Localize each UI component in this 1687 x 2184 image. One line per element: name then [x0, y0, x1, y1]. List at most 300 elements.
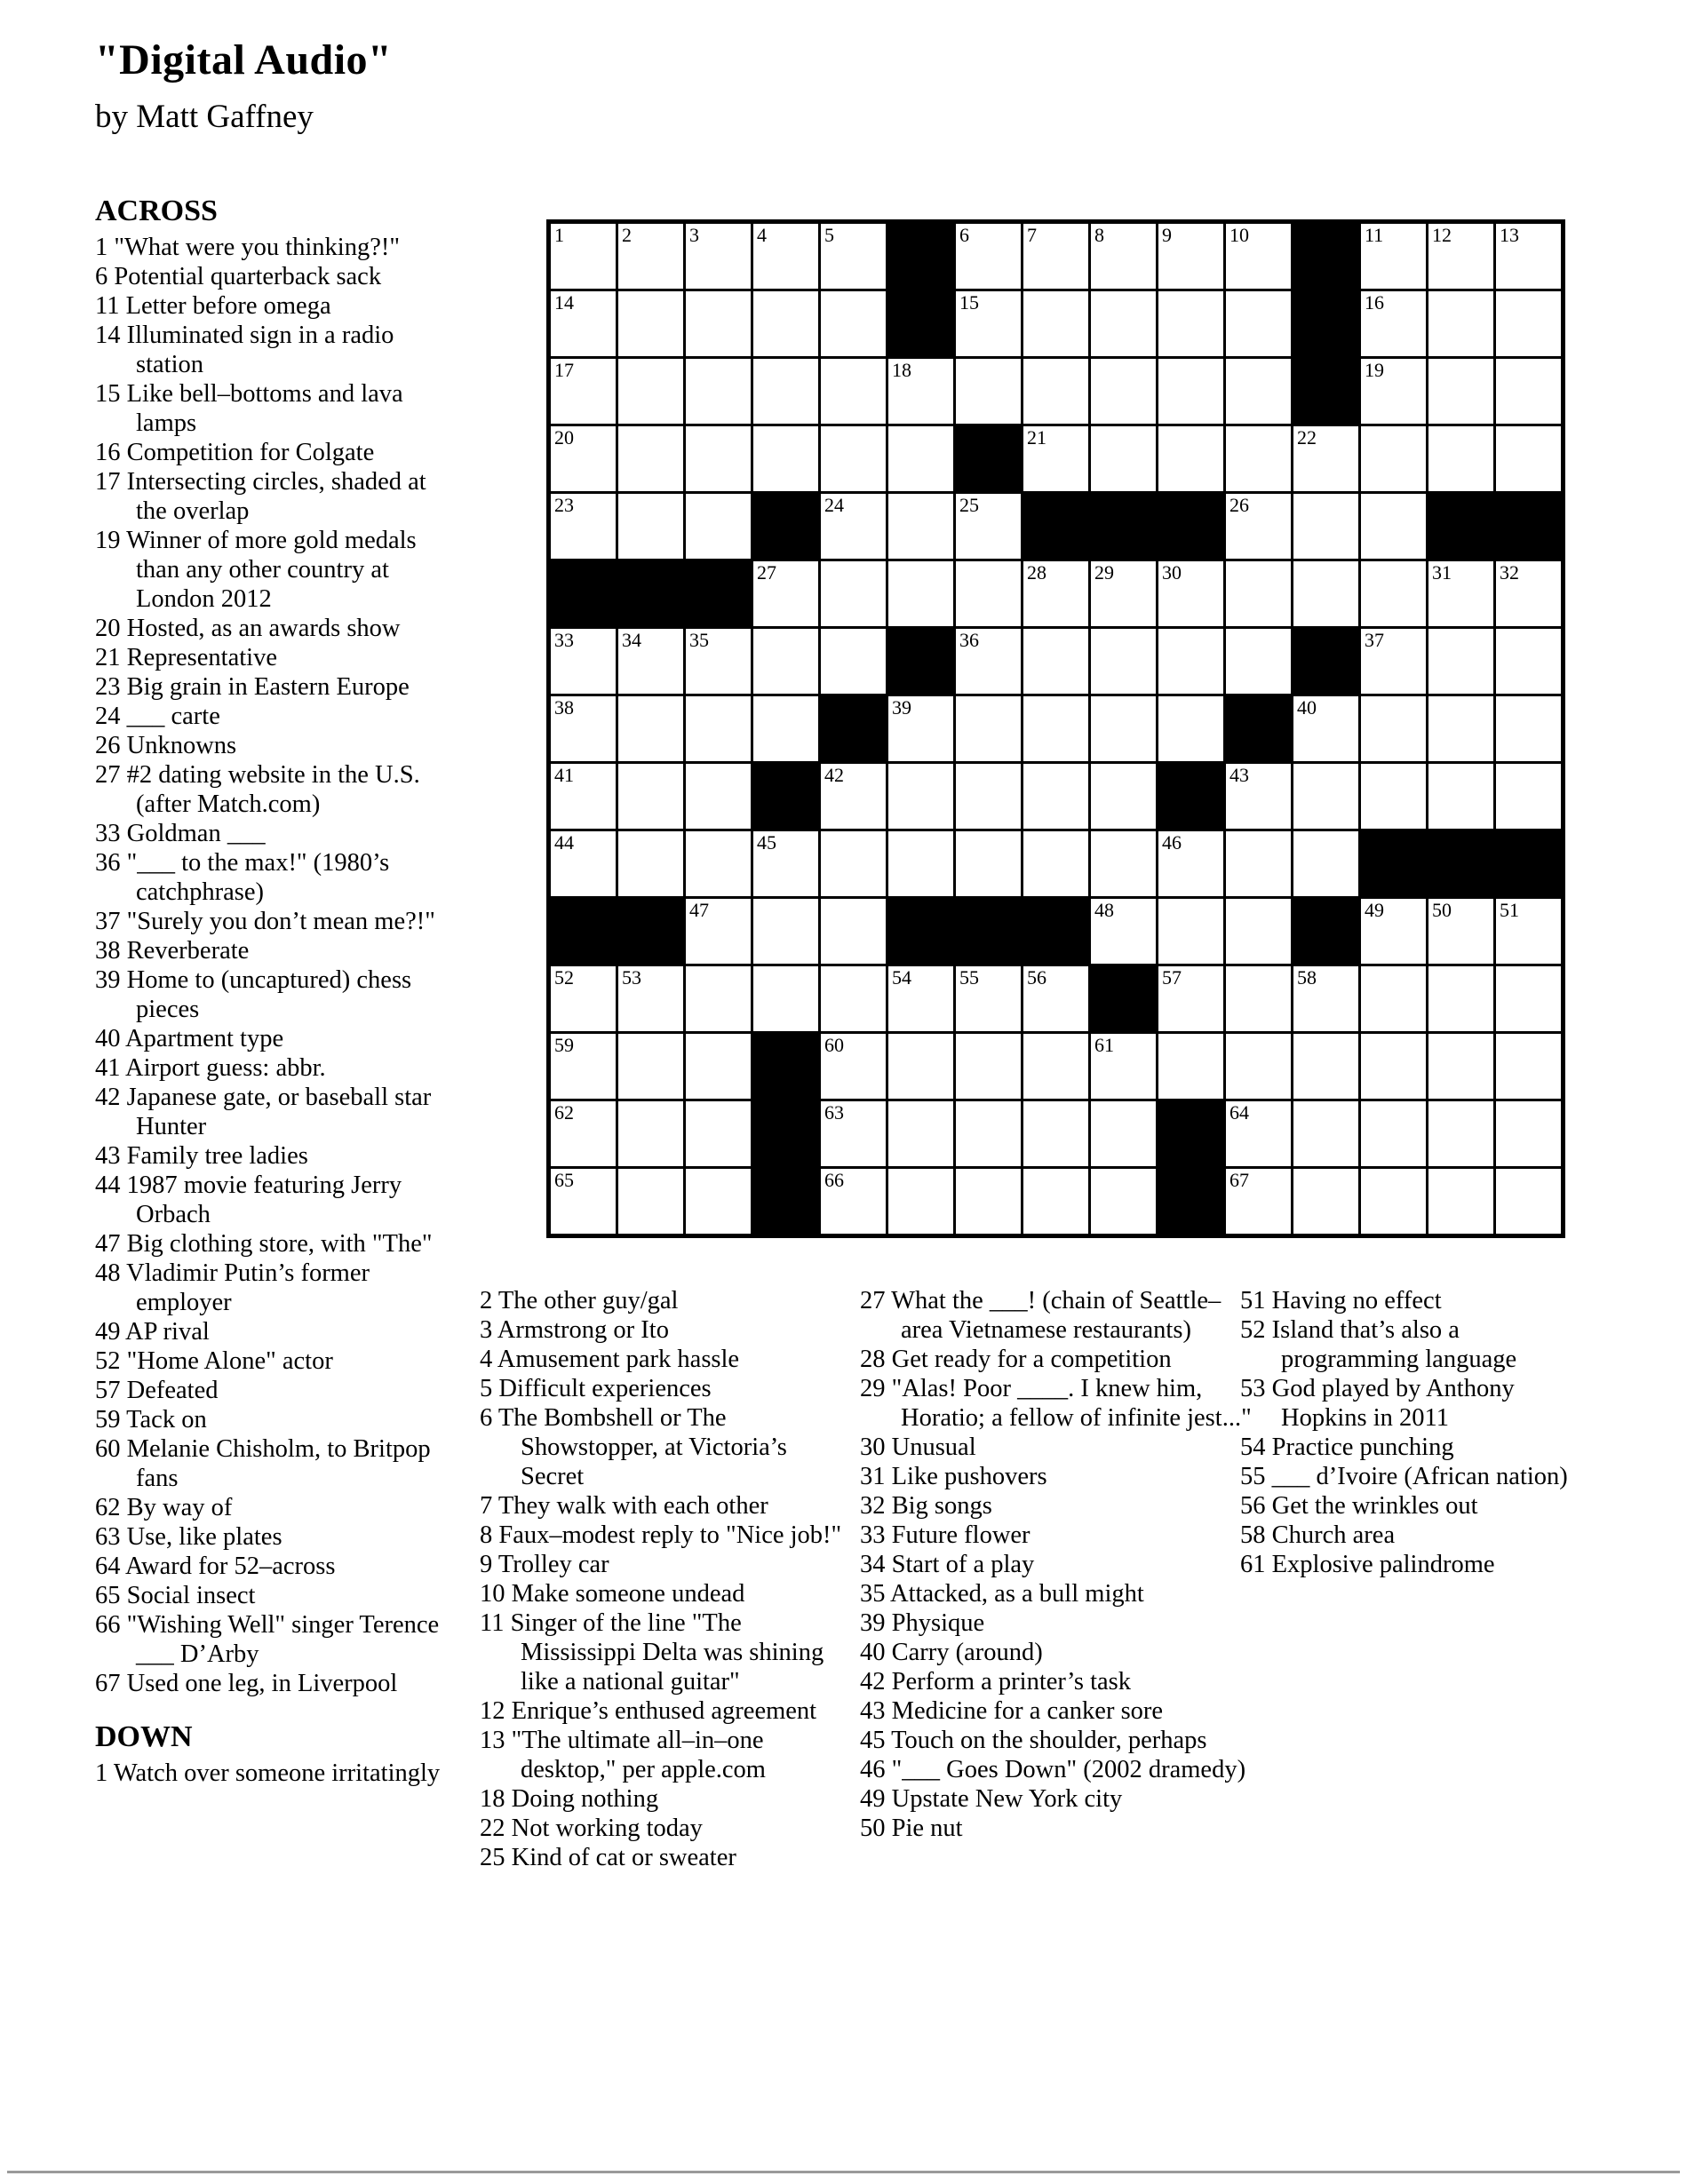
grid-cell[interactable] — [1496, 224, 1561, 289]
grid-cell[interactable] — [821, 291, 886, 356]
grid-cell[interactable] — [888, 1169, 953, 1234]
clue-34: 34 Start of a play — [860, 1551, 1035, 1578]
grid-cell[interactable] — [1091, 1169, 1156, 1234]
clue-43: 43 Medicine for a canker sore — [860, 1697, 1164, 1725]
grid-cell[interactable] — [1091, 629, 1156, 694]
cell-number: 6 — [959, 224, 969, 246]
grid-cell[interactable] — [753, 426, 818, 491]
grid-cell[interactable] — [618, 359, 683, 424]
grid-cell[interactable] — [1361, 1034, 1426, 1099]
grid-cell-black — [888, 224, 953, 289]
grid-cell[interactable] — [1226, 831, 1291, 896]
cell-number: 16 — [1365, 291, 1384, 314]
clue-5: 5 Difficult experiences — [480, 1375, 712, 1402]
grid-cell[interactable] — [1361, 561, 1426, 626]
grid-cell[interactable] — [956, 764, 1021, 829]
clue-66: 66 "Wishing Well" singer Terence ___ D’Arby — [95, 1611, 440, 1668]
grid-cell[interactable] — [821, 966, 886, 1031]
grid-cell[interactable] — [1158, 359, 1223, 424]
cell-number: 45 — [757, 831, 776, 854]
clue-46: 46 "___ Goes Down" (2002 dramedy) — [860, 1756, 1246, 1783]
grid-cell[interactable] — [618, 696, 683, 761]
grid-cell-black — [1293, 899, 1358, 964]
grid-cell[interactable] — [1023, 1169, 1088, 1234]
clue-45: 45 Touch on the shoulder, perhaps — [860, 1727, 1207, 1754]
clue-53: 53 God played by Anthony Hopkins in 2011 — [1240, 1375, 1515, 1432]
grid-cell[interactable] — [956, 1034, 1021, 1099]
grid-cell[interactable] — [1361, 764, 1426, 829]
clue-43: 43 Family tree ladies — [95, 1142, 308, 1170]
grid-cell[interactable] — [821, 629, 886, 694]
grid-cell[interactable] — [1226, 224, 1291, 289]
clue-24: 24 ___ carte — [95, 703, 220, 730]
grid-cell[interactable] — [753, 629, 818, 694]
cell-number: 10 — [1229, 224, 1249, 246]
grid-cell[interactable] — [1293, 1169, 1358, 1234]
grid-cell[interactable] — [821, 764, 886, 829]
grid-cell[interactable] — [1361, 629, 1426, 694]
bottom-divider-line — [7, 2171, 1680, 2173]
clue-59: 59 Tack on — [95, 1406, 207, 1433]
grid-cell[interactable] — [618, 224, 683, 289]
grid-cell[interactable] — [1226, 1169, 1291, 1234]
clue-3: 3 Armstrong or Ito — [480, 1316, 669, 1344]
grid-cell[interactable] — [1428, 899, 1493, 964]
clue-42: 42 Perform a printer’s task — [860, 1668, 1131, 1696]
grid-cell[interactable] — [956, 494, 1021, 559]
grid-cell[interactable] — [686, 224, 751, 289]
grid-cell[interactable] — [1428, 966, 1493, 1031]
clue-44: 44 1987 movie featuring Jerry Orbach — [95, 1171, 402, 1228]
grid-cell[interactable] — [1158, 696, 1223, 761]
clue-4: 4 Amusement park hassle — [480, 1346, 740, 1373]
grid-cell[interactable] — [1023, 696, 1088, 761]
grid-cell-black — [956, 426, 1021, 491]
grid-cell[interactable] — [1496, 899, 1561, 964]
grid-cell[interactable] — [1428, 291, 1493, 356]
grid-cell[interactable] — [1226, 291, 1291, 356]
clue-38: 38 Reverberate — [95, 937, 250, 965]
grid-cell[interactable] — [1023, 359, 1088, 424]
clue-23: 23 Big grain in Eastern Europe — [95, 673, 410, 701]
grid-cell-black — [1361, 831, 1426, 896]
grid-cell[interactable] — [618, 1169, 683, 1234]
grid-cell-black — [1158, 1101, 1223, 1166]
grid-cell[interactable] — [618, 629, 683, 694]
grid-cell[interactable] — [753, 696, 818, 761]
grid-cell-black — [551, 561, 616, 626]
grid-cell[interactable] — [686, 1101, 751, 1166]
grid-cell[interactable] — [1361, 1169, 1426, 1234]
grid-cell[interactable] — [1496, 1034, 1561, 1099]
grid-cell[interactable] — [888, 1034, 953, 1099]
cell-number: 29 — [1094, 561, 1114, 584]
grid-cell[interactable] — [888, 696, 953, 761]
grid-cell[interactable] — [1091, 291, 1156, 356]
grid-cell[interactable] — [551, 629, 616, 694]
clue-39: 39 Home to (uncaptured) chess pieces — [95, 966, 412, 1023]
cell-number: 23 — [554, 494, 574, 516]
grid-cell[interactable] — [686, 1169, 751, 1234]
cell-number: 60 — [824, 1034, 844, 1056]
grid-cell[interactable] — [888, 831, 953, 896]
clue-63: 63 Use, like plates — [95, 1523, 282, 1551]
grid-cell[interactable] — [1023, 1101, 1088, 1166]
clue-2: 2 The other guy/gal — [480, 1287, 679, 1314]
cell-number: 21 — [1027, 426, 1046, 449]
grid-cell[interactable] — [686, 426, 751, 491]
clue-10: 10 Make someone undead — [480, 1580, 745, 1608]
grid-cell[interactable] — [551, 1101, 616, 1166]
grid-cell[interactable] — [686, 696, 751, 761]
grid-cell[interactable] — [888, 426, 953, 491]
grid-cell[interactable] — [1496, 426, 1561, 491]
clue-26: 26 Unknowns — [95, 732, 237, 759]
grid-cell[interactable] — [1496, 359, 1561, 424]
grid-cell[interactable] — [1496, 696, 1561, 761]
clue-51: 51 Having no effect — [1240, 1287, 1442, 1314]
cell-number: 14 — [554, 291, 574, 314]
clue-21: 21 Representative — [95, 644, 277, 671]
grid-cell[interactable] — [551, 1169, 616, 1234]
grid-cell[interactable] — [551, 426, 616, 491]
grid-cell[interactable] — [1226, 764, 1291, 829]
cell-number: 66 — [824, 1169, 844, 1191]
grid-cell[interactable] — [753, 899, 818, 964]
cell-number: 62 — [554, 1101, 574, 1124]
grid-cell-black — [753, 1169, 818, 1234]
across-clues-list — [95, 233, 452, 1698]
grid-cell[interactable] — [686, 1034, 751, 1099]
grid-cell[interactable] — [1428, 1101, 1493, 1166]
grid-cell[interactable] — [618, 831, 683, 896]
grid-cell[interactable] — [1226, 899, 1291, 964]
grid-cell[interactable] — [618, 426, 683, 491]
grid-cell[interactable] — [956, 224, 1021, 289]
grid-cell-black — [753, 494, 818, 559]
grid-cell[interactable] — [1293, 1101, 1358, 1166]
clue-49: 49 Upstate New York city — [860, 1785, 1123, 1813]
puzzle-title: "Digital Audio" — [95, 36, 393, 83]
cell-number: 11 — [1365, 224, 1384, 246]
grid-cell[interactable] — [1496, 629, 1561, 694]
grid-cell[interactable] — [1158, 291, 1223, 356]
cell-number: 36 — [959, 629, 979, 651]
grid-cell[interactable] — [1293, 494, 1358, 559]
grid-cell-black — [1293, 291, 1358, 356]
cell-number: 52 — [554, 966, 574, 989]
clue-25: 25 Kind of cat or sweater — [480, 1844, 736, 1871]
grid-cell[interactable] — [1428, 561, 1493, 626]
grid-cell[interactable] — [1496, 1101, 1561, 1166]
grid-cell[interactable] — [1293, 426, 1358, 491]
grid-cell[interactable] — [1226, 1034, 1291, 1099]
grid-cell[interactable] — [1293, 1034, 1358, 1099]
grid-cell-black — [1496, 831, 1561, 896]
cell-number: 54 — [892, 966, 911, 989]
grid-cell[interactable] — [1158, 966, 1223, 1031]
grid-cell-black — [753, 764, 818, 829]
clue-8: 8 Faux–modest reply to "Nice job!" — [480, 1521, 842, 1549]
grid-cell[interactable] — [618, 764, 683, 829]
grid-cell[interactable] — [956, 359, 1021, 424]
clue-18: 18 Doing nothing — [480, 1785, 659, 1813]
grid-cell-black — [686, 561, 751, 626]
clue-39: 39 Physique — [860, 1609, 985, 1637]
grid-cell[interactable] — [1023, 629, 1088, 694]
grid-cell[interactable] — [1158, 1034, 1223, 1099]
grid-cell[interactable] — [1226, 966, 1291, 1031]
clue-47: 47 Big clothing store, with "The" — [95, 1230, 433, 1258]
grid-cell[interactable] — [1023, 1034, 1088, 1099]
grid-cell[interactable] — [1361, 966, 1426, 1031]
grid-cell[interactable] — [1428, 224, 1493, 289]
grid-cell[interactable] — [1428, 426, 1493, 491]
grid-cell[interactable] — [1023, 831, 1088, 896]
grid-cell[interactable] — [753, 224, 818, 289]
grid-cell[interactable] — [753, 831, 818, 896]
grid-cell[interactable] — [551, 1034, 616, 1099]
grid-cell[interactable] — [1496, 764, 1561, 829]
grid-cell[interactable] — [1226, 1101, 1291, 1166]
grid-cell[interactable] — [686, 966, 751, 1031]
cell-number: 43 — [1229, 764, 1249, 786]
clue-11: 11 Letter before omega — [95, 292, 331, 320]
grid-cell-black — [888, 291, 953, 356]
grid-cell-black — [1293, 629, 1358, 694]
clue-48: 48 Vladimir Putin’s former employer — [95, 1259, 370, 1316]
grid-cell[interactable] — [1361, 359, 1426, 424]
clue-29: 29 "Alas! Poor ____. I knew him, Horatio; a fellow of infinite jest..." — [860, 1375, 1252, 1432]
grid-cell[interactable] — [888, 494, 953, 559]
grid-cell[interactable] — [551, 764, 616, 829]
grid-cell[interactable] — [1226, 629, 1291, 694]
grid-cell[interactable] — [1496, 966, 1561, 1031]
grid-cell[interactable] — [1361, 494, 1426, 559]
grid-cell[interactable] — [821, 359, 886, 424]
grid-cell[interactable] — [551, 696, 616, 761]
grid-cell[interactable] — [551, 224, 616, 289]
clue-15: 15 Like bell–bottoms and lava lamps — [95, 380, 403, 437]
cell-number: 22 — [1297, 426, 1317, 449]
grid-cell[interactable] — [821, 494, 886, 559]
grid-cell[interactable] — [1091, 899, 1156, 964]
grid-cell[interactable] — [956, 831, 1021, 896]
down-clues-list-1 — [95, 1759, 452, 1788]
grid-cell[interactable] — [1293, 966, 1358, 1031]
grid-cell[interactable] — [821, 224, 886, 289]
grid-cell[interactable] — [1158, 561, 1223, 626]
grid-cell[interactable] — [686, 899, 751, 964]
clue-57: 57 Defeated — [95, 1377, 219, 1404]
grid-cell[interactable] — [888, 359, 953, 424]
grid-cell[interactable] — [753, 359, 818, 424]
grid-cell[interactable] — [1293, 561, 1358, 626]
cell-number: 63 — [824, 1101, 844, 1124]
grid-cell[interactable] — [1158, 899, 1223, 964]
grid-cell[interactable] — [753, 561, 818, 626]
clue-31: 31 Like pushovers — [860, 1463, 1047, 1490]
grid-cell-black — [1226, 696, 1291, 761]
grid-cell[interactable] — [1361, 291, 1426, 356]
cell-number: 25 — [959, 494, 979, 516]
clue-56: 56 Get the wrinkles out — [1240, 1492, 1478, 1520]
cell-number: 38 — [554, 696, 574, 719]
grid-cell[interactable] — [1361, 426, 1426, 491]
grid-cell[interactable] — [1361, 899, 1426, 964]
grid-cell[interactable] — [956, 1101, 1021, 1166]
clue-54: 54 Practice punching — [1240, 1433, 1454, 1461]
clue-12: 12 Enrique’s enthused agreement — [480, 1697, 817, 1725]
grid-cell[interactable] — [1361, 696, 1426, 761]
grid-cell[interactable] — [1091, 426, 1156, 491]
clue-33: 33 Goldman ___ — [95, 820, 266, 847]
grid-cell[interactable] — [551, 831, 616, 896]
clue-52: 52 Island that’s also a programming language — [1240, 1316, 1517, 1373]
grid-cell[interactable] — [1293, 764, 1358, 829]
grid-cell[interactable] — [1428, 359, 1493, 424]
clue-52: 52 "Home Alone" actor — [95, 1347, 333, 1375]
grid-cell[interactable] — [1023, 561, 1088, 626]
grid-cell[interactable] — [1496, 1169, 1561, 1234]
grid-cell[interactable] — [618, 1101, 683, 1166]
grid-cell[interactable] — [1158, 224, 1223, 289]
grid-cell[interactable] — [1226, 561, 1291, 626]
grid-cell[interactable] — [1158, 426, 1223, 491]
grid-cell[interactable] — [956, 629, 1021, 694]
grid-cell-black — [956, 899, 1021, 964]
cell-number: 44 — [554, 831, 574, 854]
grid-cell[interactable] — [1428, 1034, 1493, 1099]
grid-cell[interactable] — [1496, 291, 1561, 356]
grid-cell[interactable] — [1158, 831, 1223, 896]
grid-cell[interactable] — [821, 831, 886, 896]
grid-cell[interactable] — [888, 764, 953, 829]
grid-cell[interactable] — [551, 966, 616, 1031]
grid-cell[interactable] — [1428, 696, 1493, 761]
clue-19: 19 Winner of more gold medals than any other country at London 2012 — [95, 527, 417, 613]
grid-cell[interactable] — [1091, 561, 1156, 626]
grid-cell[interactable] — [888, 561, 953, 626]
grid-cell[interactable] — [821, 561, 886, 626]
cell-number: 61 — [1094, 1034, 1114, 1056]
grid-cell[interactable] — [956, 696, 1021, 761]
cell-number: 58 — [1297, 966, 1317, 989]
clue-61: 61 Explosive palindrome — [1240, 1551, 1495, 1578]
grid-cell[interactable] — [686, 831, 751, 896]
cell-number: 59 — [554, 1034, 574, 1056]
grid-cell-black — [1158, 494, 1223, 559]
grid-cell[interactable] — [1361, 224, 1426, 289]
grid-cell[interactable] — [956, 561, 1021, 626]
grid-cell-black — [618, 561, 683, 626]
grid-cell[interactable] — [1091, 359, 1156, 424]
grid-cell[interactable] — [1496, 561, 1561, 626]
clue-13: 13 "The ultimate all–in–one desktop," per apple.com — [480, 1727, 766, 1783]
grid-cell[interactable] — [1023, 764, 1088, 829]
cell-number: 47 — [689, 899, 709, 921]
grid-cell[interactable] — [1091, 224, 1156, 289]
cell-number: 8 — [1094, 224, 1104, 246]
grid-cell[interactable] — [1023, 426, 1088, 491]
grid-cell[interactable] — [686, 629, 751, 694]
grid-cell[interactable] — [753, 966, 818, 1031]
grid-cell[interactable] — [888, 966, 953, 1031]
clue-37: 37 "Surely you don’t mean me?!" — [95, 908, 435, 935]
cell-number: 37 — [1365, 629, 1384, 651]
clue-27: 27 #2 dating website in the U.S. (after Match.com) — [95, 761, 420, 818]
grid-cell[interactable] — [1091, 831, 1156, 896]
grid-cell[interactable] — [1158, 629, 1223, 694]
grid-cell[interactable] — [686, 494, 751, 559]
down-header: DOWN — [95, 1720, 193, 1753]
grid-cell[interactable] — [821, 1034, 886, 1099]
cell-number: 41 — [554, 764, 574, 786]
grid-cell[interactable] — [1293, 696, 1358, 761]
grid-cell[interactable] — [1023, 966, 1088, 1031]
grid-cell[interactable] — [1091, 1034, 1156, 1099]
grid-cell[interactable] — [1226, 494, 1291, 559]
grid-cell-black — [1428, 494, 1493, 559]
grid-cell[interactable] — [888, 1101, 953, 1166]
grid-cell-black — [1091, 966, 1156, 1031]
grid-cell[interactable] — [1361, 1101, 1426, 1166]
grid-cell[interactable] — [686, 291, 751, 356]
cell-number: 50 — [1432, 899, 1452, 921]
clue-7: 7 They walk with each other — [480, 1492, 768, 1520]
cell-number: 19 — [1365, 359, 1384, 381]
grid-cell[interactable] — [618, 1034, 683, 1099]
grid-cell[interactable] — [1428, 629, 1493, 694]
grid-cell[interactable] — [1091, 696, 1156, 761]
cell-number: 48 — [1094, 899, 1114, 921]
grid-cell[interactable] — [1428, 1169, 1493, 1234]
grid-cell[interactable] — [956, 966, 1021, 1031]
grid-cell[interactable] — [551, 291, 616, 356]
grid-cell[interactable] — [956, 1169, 1021, 1234]
clue-6: 6 Potential quarterback sack — [95, 263, 382, 290]
grid-cell[interactable] — [1226, 359, 1291, 424]
grid-cell[interactable] — [1091, 1101, 1156, 1166]
grid-cell-black — [1158, 764, 1223, 829]
grid-cell[interactable] — [1226, 426, 1291, 491]
grid-cell[interactable] — [551, 494, 616, 559]
grid-cell[interactable] — [618, 966, 683, 1031]
grid-cell[interactable] — [956, 291, 1021, 356]
grid-cell[interactable] — [551, 359, 616, 424]
grid-cell[interactable] — [618, 494, 683, 559]
grid-cell[interactable] — [821, 1101, 886, 1166]
grid-cell[interactable] — [618, 291, 683, 356]
grid-cell[interactable] — [1293, 831, 1358, 896]
grid-cell[interactable] — [686, 359, 751, 424]
grid-cell[interactable] — [1023, 224, 1088, 289]
grid-cell[interactable] — [821, 1169, 886, 1234]
grid-cell-black — [1496, 494, 1561, 559]
cell-number: 35 — [689, 629, 709, 651]
cell-number: 32 — [1500, 561, 1519, 584]
grid-cell[interactable] — [821, 899, 886, 964]
grid-cell[interactable] — [821, 426, 886, 491]
grid-cell[interactable] — [686, 764, 751, 829]
grid-cell-black — [1293, 359, 1358, 424]
grid-cell[interactable] — [1091, 764, 1156, 829]
clue-55: 55 ___ d’Ivoire (African nation) — [1240, 1463, 1568, 1490]
grid-cell[interactable] — [753, 291, 818, 356]
cell-number: 49 — [1365, 899, 1384, 921]
grid-cell[interactable] — [1428, 764, 1493, 829]
grid-cell[interactable] — [1023, 291, 1088, 356]
